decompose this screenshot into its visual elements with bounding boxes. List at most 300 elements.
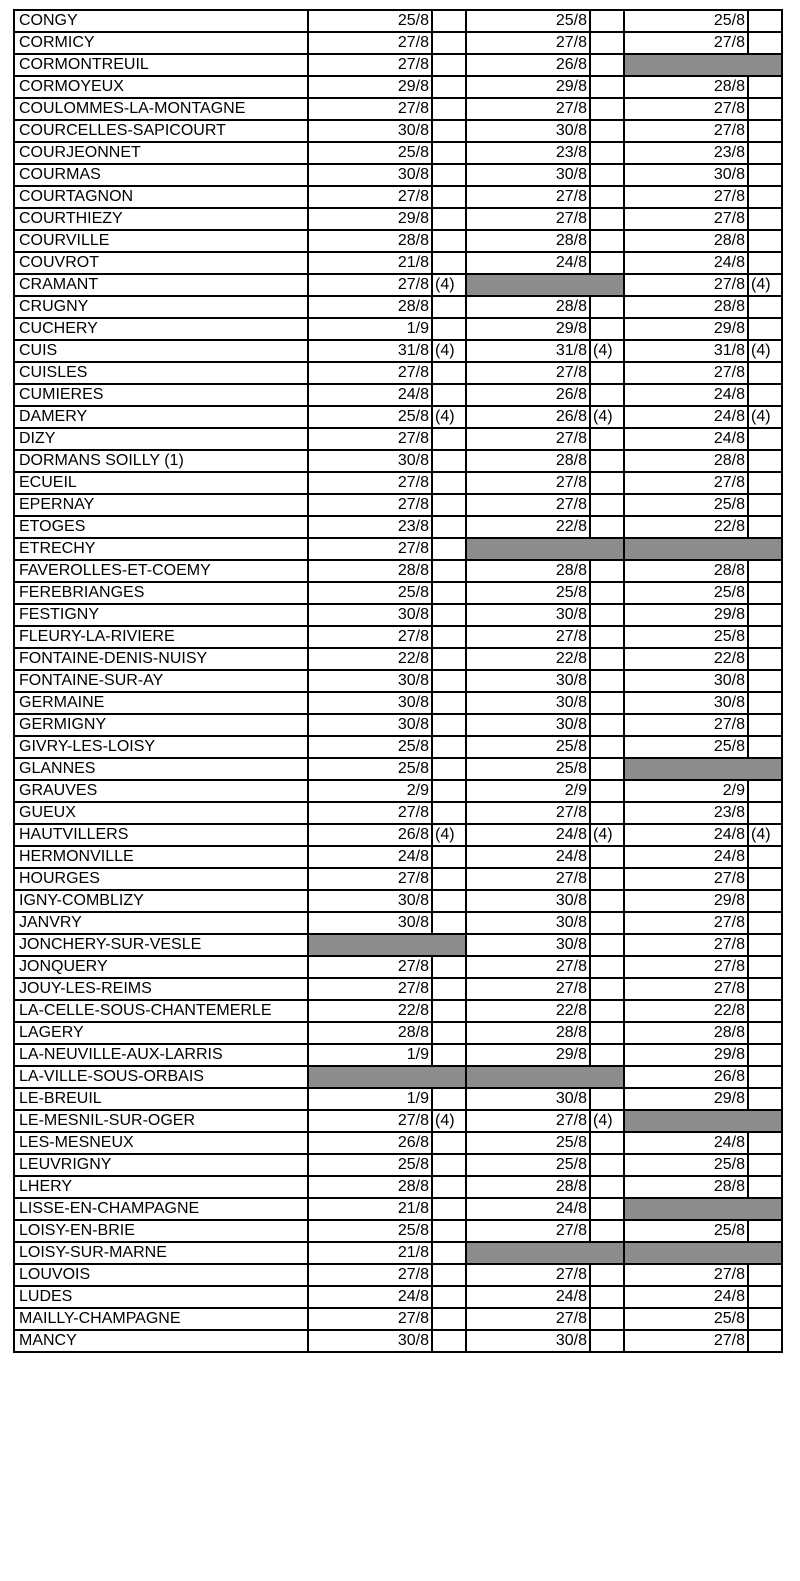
unavailable-cell xyxy=(624,1198,782,1220)
note-cell xyxy=(590,890,624,912)
date-cell: 26/8 xyxy=(466,406,590,428)
note-cell xyxy=(432,296,466,318)
note-cell xyxy=(432,384,466,406)
harvest-date-table xyxy=(13,9,783,1353)
date-cell: 27/8 xyxy=(466,1264,590,1286)
date-cell: 27/8 xyxy=(466,868,590,890)
note-cell xyxy=(748,560,782,582)
note-cell xyxy=(432,76,466,98)
note-cell xyxy=(748,450,782,472)
commune-name: LOISY-SUR-MARNE xyxy=(14,1242,308,1264)
date-cell: 31/8 xyxy=(466,340,590,362)
note-cell xyxy=(432,252,466,274)
note-cell xyxy=(748,1308,782,1330)
note-cell xyxy=(748,1286,782,1308)
note-cell xyxy=(590,1286,624,1308)
table-row xyxy=(14,32,782,54)
note-cell xyxy=(432,120,466,142)
note-cell xyxy=(590,714,624,736)
note-cell xyxy=(748,604,782,626)
table-row xyxy=(14,186,782,208)
commune-name: CUISLES xyxy=(14,362,308,384)
note-cell xyxy=(432,604,466,626)
note-cell: (4) xyxy=(590,406,624,428)
note-cell xyxy=(590,1154,624,1176)
date-cell: 30/8 xyxy=(624,164,748,186)
commune-name: JANVRY xyxy=(14,912,308,934)
commune-name: COULOMMES-LA-MONTAGNE xyxy=(14,98,308,120)
table-body xyxy=(14,10,782,1352)
note-cell xyxy=(432,1286,466,1308)
note-cell xyxy=(590,428,624,450)
commune-name: ECUEIL xyxy=(14,472,308,494)
commune-name: CUCHERY xyxy=(14,318,308,340)
note-cell xyxy=(748,362,782,384)
table-row xyxy=(14,406,782,428)
commune-name: CRUGNY xyxy=(14,296,308,318)
note-cell xyxy=(432,516,466,538)
note-cell xyxy=(590,230,624,252)
table-row xyxy=(14,1022,782,1044)
date-cell: 30/8 xyxy=(308,890,432,912)
note-cell xyxy=(590,604,624,626)
commune-name: CRAMANT xyxy=(14,274,308,296)
date-cell: 28/8 xyxy=(466,450,590,472)
table-row xyxy=(14,1110,782,1132)
note-cell xyxy=(432,802,466,824)
note-cell xyxy=(432,692,466,714)
date-cell: 22/8 xyxy=(308,1000,432,1022)
note-cell xyxy=(590,802,624,824)
date-cell: 28/8 xyxy=(466,296,590,318)
note-cell xyxy=(748,1066,782,1088)
date-cell: 21/8 xyxy=(308,1198,432,1220)
date-cell: 22/8 xyxy=(308,648,432,670)
commune-name: GERMIGNY xyxy=(14,714,308,736)
date-cell: 22/8 xyxy=(466,648,590,670)
commune-name: GIVRY-LES-LOISY xyxy=(14,736,308,758)
table-row xyxy=(14,274,782,296)
table-row xyxy=(14,450,782,472)
date-cell: 27/8 xyxy=(466,428,590,450)
table-row xyxy=(14,1000,782,1022)
note-cell xyxy=(748,516,782,538)
note-cell xyxy=(432,1132,466,1154)
commune-name: HOURGES xyxy=(14,868,308,890)
date-cell: 29/8 xyxy=(624,318,748,340)
date-cell: 30/8 xyxy=(466,714,590,736)
note-cell xyxy=(590,516,624,538)
date-cell: 27/8 xyxy=(624,186,748,208)
table-row xyxy=(14,296,782,318)
commune-name: COURVILLE xyxy=(14,230,308,252)
date-cell: 27/8 xyxy=(466,1308,590,1330)
table-row xyxy=(14,164,782,186)
note-cell xyxy=(432,868,466,890)
date-cell: 30/8 xyxy=(466,934,590,956)
note-cell xyxy=(432,1242,466,1264)
table-row xyxy=(14,1264,782,1286)
note-cell xyxy=(590,450,624,472)
note-cell xyxy=(590,1264,624,1286)
date-cell: 2/9 xyxy=(466,780,590,802)
note-cell xyxy=(432,1088,466,1110)
date-cell: 27/8 xyxy=(308,54,432,76)
date-cell: 28/8 xyxy=(624,1176,748,1198)
note-cell xyxy=(432,1198,466,1220)
note-cell xyxy=(590,1022,624,1044)
commune-name: IGNY-COMBLIZY xyxy=(14,890,308,912)
note-cell: (4) xyxy=(590,824,624,846)
date-cell: 30/8 xyxy=(466,1088,590,1110)
date-cell: 23/8 xyxy=(624,142,748,164)
commune-name: LISSE-EN-CHAMPAGNE xyxy=(14,1198,308,1220)
date-cell: 30/8 xyxy=(466,670,590,692)
date-cell: 27/8 xyxy=(308,472,432,494)
note-cell xyxy=(590,626,624,648)
table-row xyxy=(14,538,782,560)
date-cell: 27/8 xyxy=(624,978,748,1000)
date-cell: 28/8 xyxy=(308,230,432,252)
table-row xyxy=(14,692,782,714)
date-cell: 30/8 xyxy=(466,604,590,626)
table-row xyxy=(14,1132,782,1154)
date-cell: 23/8 xyxy=(466,142,590,164)
note-cell xyxy=(590,252,624,274)
date-cell: 25/8 xyxy=(308,10,432,32)
note-cell xyxy=(590,736,624,758)
table-row xyxy=(14,340,782,362)
date-cell: 25/8 xyxy=(624,736,748,758)
table-row xyxy=(14,1154,782,1176)
note-cell xyxy=(432,582,466,604)
date-cell: 27/8 xyxy=(466,494,590,516)
date-cell: 29/8 xyxy=(624,1088,748,1110)
commune-name: ETRECHY xyxy=(14,538,308,560)
note-cell xyxy=(748,978,782,1000)
table-row xyxy=(14,428,782,450)
note-cell xyxy=(432,98,466,120)
date-cell: 25/8 xyxy=(466,582,590,604)
note-cell xyxy=(590,956,624,978)
date-cell: 25/8 xyxy=(308,1154,432,1176)
table-row xyxy=(14,120,782,142)
note-cell xyxy=(590,296,624,318)
date-cell: 27/8 xyxy=(308,868,432,890)
table-row xyxy=(14,956,782,978)
table-row xyxy=(14,934,782,956)
date-cell: 30/8 xyxy=(308,912,432,934)
table-row xyxy=(14,978,782,1000)
note-cell xyxy=(748,230,782,252)
date-cell: 30/8 xyxy=(308,450,432,472)
commune-name: FONTAINE-DENIS-NUISY xyxy=(14,648,308,670)
date-cell: 22/8 xyxy=(624,648,748,670)
note-cell xyxy=(748,472,782,494)
date-cell: 21/8 xyxy=(308,1242,432,1264)
note-cell xyxy=(590,780,624,802)
unavailable-cell xyxy=(624,1242,782,1264)
unavailable-cell xyxy=(308,934,466,956)
date-cell: 25/8 xyxy=(624,494,748,516)
date-cell: 23/8 xyxy=(308,516,432,538)
note-cell xyxy=(748,318,782,340)
date-cell: 25/8 xyxy=(466,1154,590,1176)
date-cell: 26/8 xyxy=(624,1066,748,1088)
note-cell xyxy=(590,692,624,714)
note-cell xyxy=(432,956,466,978)
note-cell xyxy=(748,142,782,164)
date-cell: 26/8 xyxy=(308,824,432,846)
commune-name: LE-BREUIL xyxy=(14,1088,308,1110)
commune-name: GRAUVES xyxy=(14,780,308,802)
date-cell: 30/8 xyxy=(308,670,432,692)
date-cell: 26/8 xyxy=(308,1132,432,1154)
note-cell xyxy=(748,626,782,648)
table-row xyxy=(14,604,782,626)
date-cell: 23/8 xyxy=(624,802,748,824)
commune-name: JONCHERY-SUR-VESLE xyxy=(14,934,308,956)
date-cell: 30/8 xyxy=(308,1330,432,1352)
date-cell: 25/8 xyxy=(466,758,590,780)
table-row xyxy=(14,252,782,274)
note-cell xyxy=(590,76,624,98)
note-cell: (4) xyxy=(748,274,782,296)
date-cell: 25/8 xyxy=(308,758,432,780)
commune-name: HAUTVILLERS xyxy=(14,824,308,846)
note-cell xyxy=(590,1220,624,1242)
commune-name: LEUVRIGNY xyxy=(14,1154,308,1176)
date-cell: 27/8 xyxy=(308,1110,432,1132)
table-row xyxy=(14,1088,782,1110)
note-cell xyxy=(432,714,466,736)
note-cell xyxy=(590,54,624,76)
commune-name: COURTAGNON xyxy=(14,186,308,208)
date-cell: 24/8 xyxy=(624,1132,748,1154)
note-cell xyxy=(590,208,624,230)
date-cell: 27/8 xyxy=(466,32,590,54)
note-cell xyxy=(590,978,624,1000)
note-cell xyxy=(432,362,466,384)
commune-name: CUMIERES xyxy=(14,384,308,406)
note-cell xyxy=(748,1044,782,1066)
note-cell: (4) xyxy=(748,824,782,846)
date-cell: 30/8 xyxy=(308,714,432,736)
table-row xyxy=(14,780,782,802)
note-cell xyxy=(432,1220,466,1242)
date-cell: 27/8 xyxy=(466,98,590,120)
date-cell: 27/8 xyxy=(624,208,748,230)
date-cell: 27/8 xyxy=(466,208,590,230)
date-cell: 1/9 xyxy=(308,318,432,340)
commune-name: JOUY-LES-REIMS xyxy=(14,978,308,1000)
note-cell xyxy=(432,1000,466,1022)
date-cell: 28/8 xyxy=(624,296,748,318)
date-cell: 30/8 xyxy=(466,120,590,142)
date-cell: 25/8 xyxy=(466,10,590,32)
note-cell xyxy=(748,1000,782,1022)
note-cell xyxy=(590,648,624,670)
note-cell xyxy=(748,912,782,934)
commune-name: DIZY xyxy=(14,428,308,450)
date-cell: 27/8 xyxy=(308,494,432,516)
date-cell: 29/8 xyxy=(308,208,432,230)
note-cell xyxy=(748,1330,782,1352)
note-cell xyxy=(432,54,466,76)
table-row xyxy=(14,1198,782,1220)
date-cell: 30/8 xyxy=(308,120,432,142)
date-cell: 30/8 xyxy=(308,164,432,186)
note-cell xyxy=(432,1264,466,1286)
note-cell xyxy=(432,780,466,802)
note-cell xyxy=(748,846,782,868)
note-cell xyxy=(432,10,466,32)
date-cell: 27/8 xyxy=(308,626,432,648)
note-cell xyxy=(432,978,466,1000)
date-cell: 25/8 xyxy=(308,406,432,428)
table-row xyxy=(14,1242,782,1264)
commune-name: COURJEONNET xyxy=(14,142,308,164)
date-cell: 25/8 xyxy=(466,1132,590,1154)
note-cell xyxy=(748,1132,782,1154)
note-cell xyxy=(432,318,466,340)
commune-name: JONQUERY xyxy=(14,956,308,978)
note-cell xyxy=(748,692,782,714)
date-cell: 1/9 xyxy=(308,1088,432,1110)
date-cell: 26/8 xyxy=(466,54,590,76)
commune-name: HERMONVILLE xyxy=(14,846,308,868)
date-cell: 27/8 xyxy=(624,868,748,890)
date-cell: 22/8 xyxy=(466,516,590,538)
table-row xyxy=(14,472,782,494)
note-cell xyxy=(590,846,624,868)
date-cell: 28/8 xyxy=(624,76,748,98)
note-cell xyxy=(432,164,466,186)
date-cell: 30/8 xyxy=(624,692,748,714)
note-cell xyxy=(432,1330,466,1352)
date-cell: 22/8 xyxy=(624,1000,748,1022)
date-cell: 29/8 xyxy=(466,318,590,340)
note-cell xyxy=(748,1022,782,1044)
commune-name: COURMAS xyxy=(14,164,308,186)
note-cell xyxy=(432,626,466,648)
table-row xyxy=(14,868,782,890)
note-cell xyxy=(748,1264,782,1286)
date-cell: 24/8 xyxy=(308,384,432,406)
note-cell xyxy=(590,758,624,780)
date-cell: 27/8 xyxy=(466,978,590,1000)
note-cell xyxy=(748,428,782,450)
note-cell xyxy=(748,802,782,824)
note-cell xyxy=(432,736,466,758)
table-row xyxy=(14,736,782,758)
commune-name: COURTHIEZY xyxy=(14,208,308,230)
commune-name: LA-VILLE-SOUS-ORBAIS xyxy=(14,1066,308,1088)
table-row xyxy=(14,1330,782,1352)
date-cell: 27/8 xyxy=(624,912,748,934)
date-cell: 28/8 xyxy=(308,296,432,318)
commune-name: FLEURY-LA-RIVIERE xyxy=(14,626,308,648)
date-cell: 27/8 xyxy=(308,1264,432,1286)
note-cell xyxy=(748,1220,782,1242)
date-cell: 29/8 xyxy=(624,890,748,912)
note-cell xyxy=(590,142,624,164)
note-cell xyxy=(748,384,782,406)
commune-name: LOUVOIS xyxy=(14,1264,308,1286)
commune-name: DORMANS SOILLY (1) xyxy=(14,450,308,472)
date-cell: 27/8 xyxy=(624,98,748,120)
date-cell: 27/8 xyxy=(308,32,432,54)
commune-name: FAVEROLLES-ET-COEMY xyxy=(14,560,308,582)
date-cell: 26/8 xyxy=(466,384,590,406)
unavailable-cell xyxy=(466,1242,624,1264)
note-cell xyxy=(748,208,782,230)
note-cell xyxy=(432,1154,466,1176)
date-cell: 25/8 xyxy=(308,582,432,604)
unavailable-cell xyxy=(624,54,782,76)
unavailable-cell xyxy=(624,758,782,780)
note-cell xyxy=(748,76,782,98)
commune-name: COURCELLES-SAPICOURT xyxy=(14,120,308,142)
note-cell xyxy=(590,186,624,208)
table-row xyxy=(14,670,782,692)
note-cell xyxy=(590,912,624,934)
note-cell xyxy=(432,648,466,670)
note-cell: (4) xyxy=(590,1110,624,1132)
note-cell xyxy=(432,208,466,230)
commune-name: GUEUX xyxy=(14,802,308,824)
commune-name: LAGERY xyxy=(14,1022,308,1044)
date-cell: 27/8 xyxy=(308,978,432,1000)
note-cell xyxy=(748,186,782,208)
unavailable-cell xyxy=(466,538,624,560)
date-cell: 27/8 xyxy=(466,1110,590,1132)
table-row xyxy=(14,54,782,76)
table-row xyxy=(14,890,782,912)
date-cell: 25/8 xyxy=(308,1220,432,1242)
date-cell: 27/8 xyxy=(466,802,590,824)
date-cell: 24/8 xyxy=(466,1286,590,1308)
date-cell: 22/8 xyxy=(466,1000,590,1022)
note-cell xyxy=(432,670,466,692)
date-cell: 28/8 xyxy=(624,450,748,472)
note-cell xyxy=(590,32,624,54)
note-cell xyxy=(748,670,782,692)
date-cell: 27/8 xyxy=(624,32,748,54)
table-row xyxy=(14,1176,782,1198)
date-cell: 30/8 xyxy=(466,890,590,912)
note-cell: (4) xyxy=(590,340,624,362)
note-cell xyxy=(590,560,624,582)
date-cell: 22/8 xyxy=(624,516,748,538)
date-cell: 28/8 xyxy=(466,1176,590,1198)
date-cell: 25/8 xyxy=(308,142,432,164)
commune-name: DAMERY xyxy=(14,406,308,428)
commune-name: FESTIGNY xyxy=(14,604,308,626)
note-cell xyxy=(590,582,624,604)
date-cell: 25/8 xyxy=(624,582,748,604)
note-cell xyxy=(590,1132,624,1154)
note-cell xyxy=(590,1000,624,1022)
table-row xyxy=(14,714,782,736)
date-cell: 25/8 xyxy=(308,736,432,758)
note-cell xyxy=(432,912,466,934)
date-cell: 30/8 xyxy=(466,164,590,186)
note-cell xyxy=(432,1022,466,1044)
table-row xyxy=(14,494,782,516)
note-cell xyxy=(748,868,782,890)
commune-name: EPERNAY xyxy=(14,494,308,516)
